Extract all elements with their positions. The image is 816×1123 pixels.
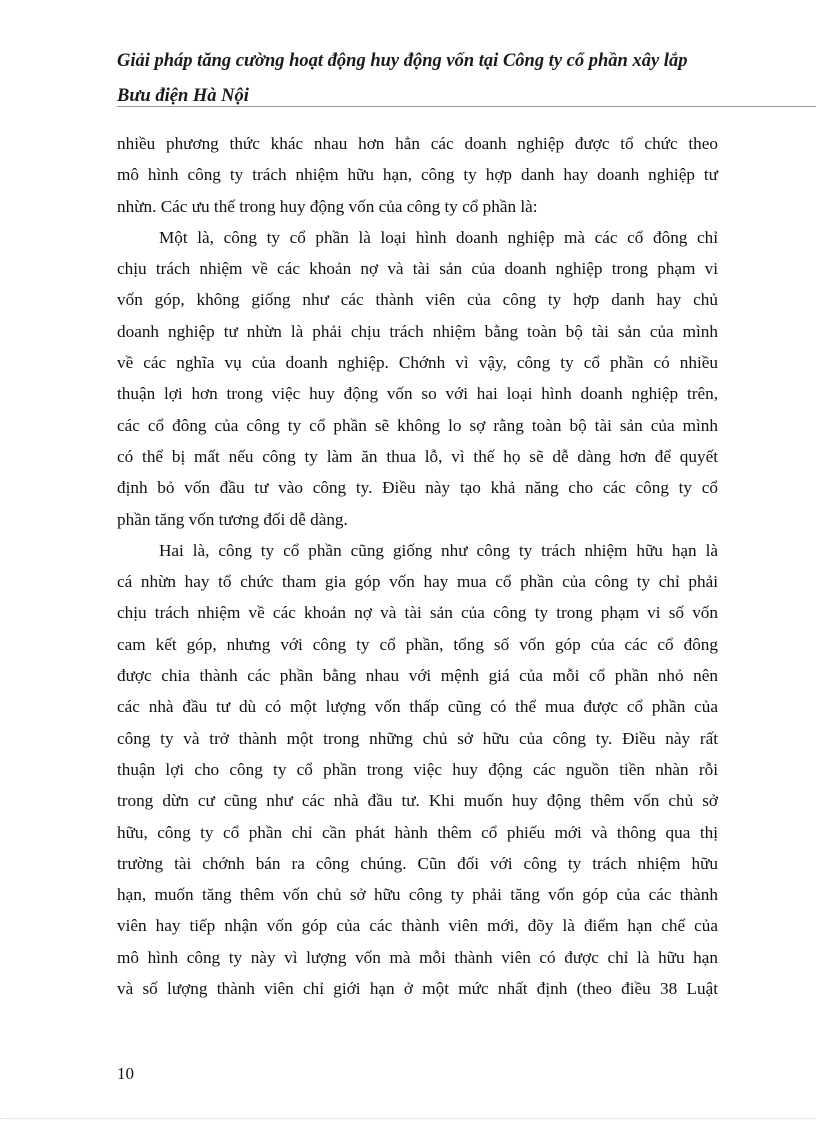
- text-line: phần tăng vốn tương đối dễ dàng.: [117, 509, 348, 529]
- text-line: về các nghĩa vụ của doanh nghiệp. Chớnh vì vậy, công ty cổ phần có nhiều: [117, 353, 718, 373]
- page-bottom-edge: [0, 1118, 816, 1119]
- text-line: chịu trách nhiệm về các khoản nợ và tài sản của doanh nghiệp trong phạm vi: [117, 259, 718, 279]
- text-line: thuận lợi cho công ty cổ phần trong việc huy động các nguồn tiền nhàn rỗi: [117, 759, 718, 779]
- text-line: trong dừn cư cũng như các nhà đầu tư. Khi muốn huy động thêm vốn chủ sở: [117, 791, 718, 811]
- running-header: [117, 44, 727, 114]
- text-line: viên hay tiếp nhận vốn góp của các thành viên mới, đõy là điểm hạn chế của: [117, 916, 718, 936]
- text-line: doanh nghiệp tư nhừn là phải chịu trách nhiệm bằng toàn bộ tài sản của mình: [117, 321, 718, 341]
- text-line: nhừn. Các ưu thế trong huy động vốn của công ty cổ phần là:: [117, 196, 538, 216]
- text-line: cam kết góp, nhưng với công ty cổ phần, tổng số vốn góp của các cổ đông: [117, 634, 718, 654]
- text-line: có thể bị mất nếu công ty làm ăn thua lỗ, vì thế họ sẽ dễ dàng hơn để quyết: [117, 446, 718, 466]
- paragraph-hai-la: [117, 535, 718, 1004]
- header-divider: [117, 106, 816, 107]
- text-line: thuận lợi hơn trong việc huy động vốn so với hai loại hình doanh nghiệp trên,: [117, 384, 718, 404]
- text-line: mô hình công ty trách nhiệm hữu hạn, công ty hợp danh hay doanh nghiệp tư: [117, 165, 718, 185]
- text-line: mô hình công ty này vì lượng vốn mà mỗi thành viên có được chỉ là hữu hạn: [117, 947, 718, 967]
- text-line: và số lượng thành viên chỉ giới hạn ở một mức nhất định (theo điều 38 Luật: [117, 979, 718, 999]
- body-text: [117, 128, 718, 1004]
- text-line: các nhà đầu tư dù có một lượng vốn thấp cũng có thể mua được cổ phần của: [117, 697, 718, 717]
- page-number: 10: [117, 1064, 134, 1083]
- text-line: chịu trách nhiệm về các khoản nợ và tài sản của công ty trong phạm vi số vốn: [117, 603, 718, 623]
- text-line: trường tài chớnh bán ra công chúng. Cũn đối với công ty trách nhiệm hữu: [117, 853, 718, 873]
- text-line: được chia thành các phần bằng nhau với mệnh giá của mỗi cổ phần nhỏ nên: [117, 666, 718, 686]
- text-line: các cổ đông của công ty cổ phần sẽ không lo sợ rằng toàn bộ tài sản của mình: [117, 415, 718, 435]
- text-line: định bỏ vốn đầu tư vào công ty. Điều này tạo khả năng cho các công ty cổ: [117, 478, 718, 498]
- text-line: Hai là, công ty cổ phần cũng giống như công ty trách nhiệm hữu hạn là: [159, 540, 718, 560]
- text-line: công ty và trở thành một trong những chủ sở hữu của công ty. Điều này rất: [117, 728, 718, 748]
- header-title-line-1: Giải pháp tăng cường hoạt động huy động vốn tại Công ty cổ phần xây lắp: [117, 51, 688, 71]
- paragraph-intro-continuation: [117, 128, 718, 222]
- text-line: cá nhừn hay tổ chức tham gia góp vốn hay mua cổ phần của công ty chỉ phải: [117, 572, 718, 592]
- text-line: hạn, muốn tăng thêm vốn chủ sở hữu công ty phải tăng vốn góp của các thành: [117, 885, 718, 905]
- paragraph-mot-la: [117, 222, 718, 535]
- text-line: Một là, công ty cổ phần là loại hình doanh nghiệp mà các cổ đông chỉ: [159, 227, 718, 247]
- header-title-line-2: Bưu điện Hà Nội: [117, 86, 249, 106]
- text-line: nhiều phương thức khác nhau hơn hẳn các doanh nghiệp được tổ chức theo: [117, 134, 718, 153]
- text-line: vốn góp, không giống như các thành viên của công ty hợp danh hay chủ: [117, 290, 718, 310]
- text-line: hữu, công ty cổ phần chỉ cần phát hành thêm cổ phiếu mới và thông qua thị: [117, 822, 718, 842]
